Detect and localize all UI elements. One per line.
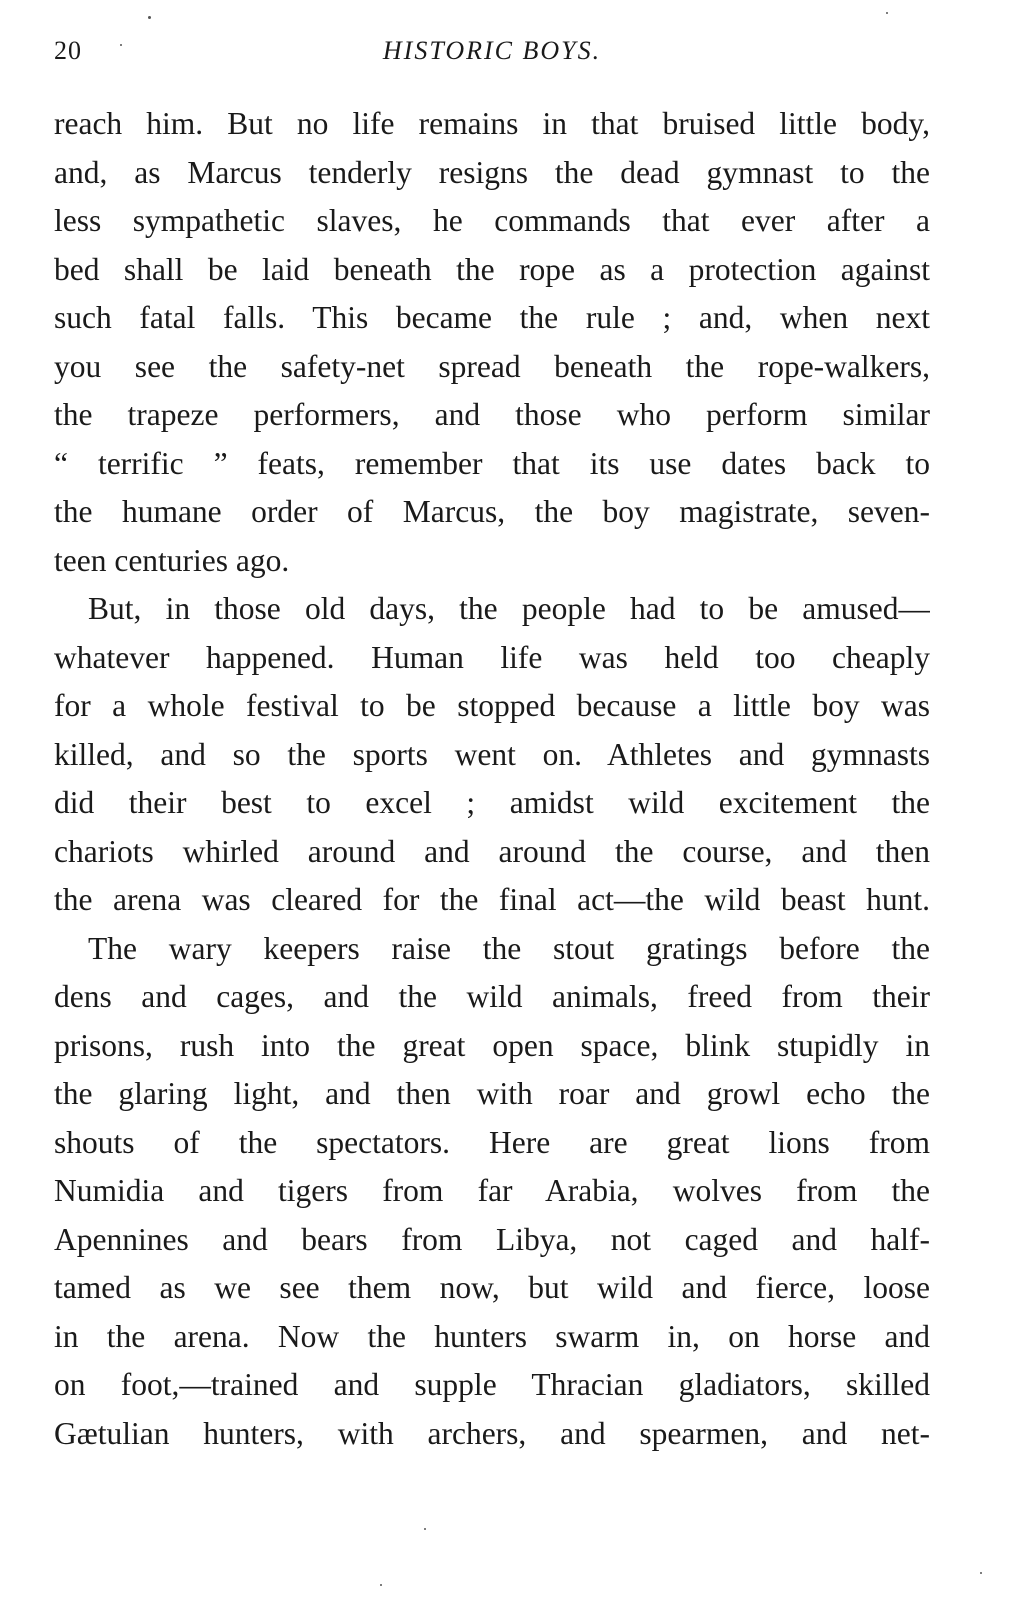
text-line: and, as Marcus tenderly resigns the dead gymnast to the <box>54 154 930 190</box>
text-line: on foot,—trained and supple Thracian gladiators, skilled <box>54 1367 930 1402</box>
text-line: the trapeze performers, and those who perform similar <box>54 397 930 432</box>
scan-speck <box>886 12 888 14</box>
text-line: less sympathetic slaves, he commands that ever after a <box>54 203 930 238</box>
text-line: Apennines and bears from Libya, not caged and half- <box>54 1221 930 1257</box>
running-title: HISTORIC BOYS. <box>382 36 602 65</box>
text-line: you see the safety-net spread beneath the rope-walkers, <box>54 348 930 384</box>
text-line: teen centuries ago. <box>54 542 290 578</box>
text-line: The wary keepers raise the stout gratings before the <box>88 930 930 966</box>
scan-speck <box>980 1572 982 1574</box>
text-line: the humane order of Marcus, the boy magistrate, seven- <box>54 494 930 529</box>
text-line: the arena was cleared for the final act—the wild beast hunt. <box>54 882 930 917</box>
scan-speck <box>148 16 151 19</box>
text-line: reach him. But no life remains in that bruised little body, <box>54 106 930 141</box>
text-line: for a whole festival to be stopped because a little boy was <box>54 688 930 723</box>
scan-speck <box>120 44 122 46</box>
text-line: Numidia and tigers from far Arabia, wolves from the <box>54 1173 930 1208</box>
text-line: shouts of the spectators. Here are great lions from <box>54 1124 930 1160</box>
scan-speck <box>424 1528 426 1530</box>
text-line: in the arena. Now the hunters swarm in, on horse and <box>54 1318 930 1354</box>
running-head <box>54 36 930 76</box>
page-number: 20 <box>54 36 82 65</box>
text-line: “ terrific ” feats, remember that its use dates back to <box>54 445 930 481</box>
scan-speck <box>380 1584 382 1586</box>
body-text <box>54 100 930 1458</box>
text-line: chariots whirled around and around the course, and then <box>54 833 930 869</box>
text-line: dens and cages, and the wild animals, freed from their <box>54 979 930 1014</box>
text-line: bed shall be laid beneath the rope as a protection against <box>54 251 930 287</box>
text-line: prisons, rush into the great open space, blink stupidly in <box>54 1027 930 1063</box>
text-line: the glaring light, and then with roar and growl echo the <box>54 1076 930 1111</box>
text-line: But, in those old days, the people had to be amused— <box>88 591 930 626</box>
text-line: such fatal falls. This became the rule ; and, when next <box>54 300 930 335</box>
text-line: killed, and so the sports went on. Athletes and gymnasts <box>54 736 930 772</box>
text-line: whatever happened. Human life was held too cheaply <box>54 639 930 675</box>
text-line: did their best to excel ; amidst wild excitement the <box>54 785 930 820</box>
text-line: tamed as we see them now, but wild and fierce, loose <box>54 1270 930 1305</box>
text-line: Gætulian hunters, with archers, and spearmen, and net- <box>54 1415 930 1451</box>
